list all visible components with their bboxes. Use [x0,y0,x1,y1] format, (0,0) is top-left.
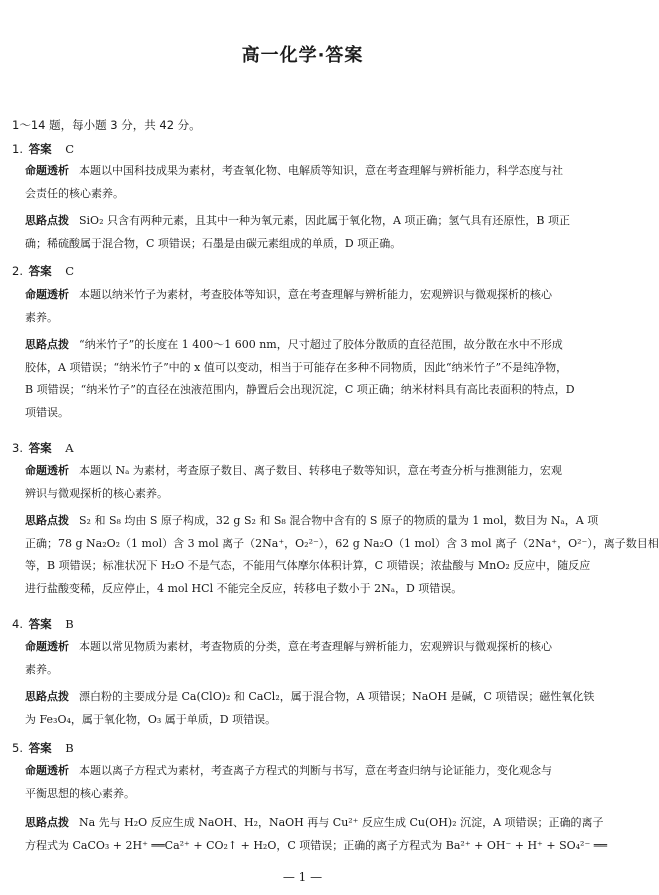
hint-text: 等，B 项错误；标准状况下 H₂O 不是气态，不能用气体摩尔体积计算，C 项错误；浓盐酸与 MnO₂ 反应中，随反应 [25,559,591,572]
question-number: 3. [12,441,23,455]
question-5-header [12,740,74,756]
intent-text: 素养。 [25,310,58,324]
answer-value: C [65,142,75,156]
hint-text: SiO₂ 只含有两种元素，且其中一种为氧元素，因此属于氧化物，A 项正确；氢气具有还原性，B 项正 [79,214,570,227]
hint-text: 进行盐酸变稀，反应停止，4 mol HCl 不能完全反应，转移电子数小于 2Nₐ，D 项错误。 [25,581,463,595]
question-5-intent [25,760,593,805]
question-1-intent [25,160,593,205]
question-number: 4. [12,617,23,631]
question-number: 5. [12,741,23,755]
question-1-header [12,141,74,157]
hint-text: S₂ 和 S₈ 均由 S 原子构成，32 g S₂ 和 S₈ 混合物中含有的 S 原子的物质的量为 1 mol，数目为 Nₐ，A 项 [79,514,599,527]
intent-label: 命题透析 [25,764,69,777]
question-5-hint [25,812,607,857]
page-number: — 1 — [282,870,323,884]
intent-text: 会责任的核心素养。 [25,186,124,200]
hint-text: 正确；78 g Na₂O₂（1 mol）含 3 mol 离子（2Na⁺，O₂²⁻），62 g Na₂O（1 mol）含 3 mol 离子（2Na⁺，O²⁻），离子数目相 [25,536,659,550]
answer-value: C [65,264,75,278]
question-3-header [12,440,74,456]
hint-label: 思路点拨 [25,338,69,351]
hint-text: 漂白粉的主要成分是 Ca(ClO)₂ 和 CaCl₂，属于混合物，A 项错误；NaOH 是碱，C 项错误；磁性氧化铁 [79,690,595,703]
hint-label: 思路点拨 [25,816,69,829]
answer-value: B [65,617,74,631]
question-3-intent [25,460,593,505]
section-intro: 1～14 题，每小题 3 分，共 42 分。 [12,118,201,132]
hint-label: 思路点拨 [25,690,69,703]
question-number: 1. [12,142,23,156]
intent-text: 本题以纳米竹子为素材，考查胶体等知识，意在考查理解与辨析能力，宏观辨识与微观探析的核心 [79,288,552,301]
answer-label: 答案 [28,441,52,455]
question-2-hint [25,334,593,424]
question-3-hint [25,510,659,600]
hint-text: 确；稀硫酸属于混合物，C 项错误；石墨是由碳元素组成的单质，D 项正确。 [25,236,402,250]
intent-label: 命题透析 [25,288,69,301]
hint-label: 思路点拨 [25,514,69,527]
answer-value: B [65,741,74,755]
question-number: 2. [12,264,23,278]
answer-label: 答案 [28,741,52,755]
page-title: 高一化学·答案 [241,45,364,66]
question-4-header [12,616,74,632]
intent-text: 素养。 [25,662,58,676]
answer-label: 答案 [28,264,52,278]
intent-label: 命题透析 [25,464,69,477]
hint-text: “纳米竹子”的长度在 1 400～1 600 nm，尺寸超过了胶体分散质的直径范围，故分散在水中不形成 [79,338,563,351]
question-1-hint [25,210,593,255]
question-2-intent [25,284,593,329]
hint-text: 胶体，A 项错误；“纳米竹子”中的 x 值可以变动，相当于可能存在多种不同物质，因此“纳米竹子”不是纯净物， [25,360,568,374]
question-4-hint [25,686,593,731]
intent-text: 本题以中国科技成果为素材，考查氧化物、电解质等知识，意在考查理解与辨析能力，科学态度与社 [79,164,563,177]
intent-text: 辨识与微观探析的核心素养。 [25,486,168,500]
question-2-header [12,263,74,279]
intent-text: 本题以 Nₐ 为素材，考查原子数目、离子数目、转移电子数等知识，意在考查分析与推测能力，宏观 [79,464,562,477]
hint-text: 项错误。 [25,405,69,419]
hint-text: B 项错误；“纳米竹子”的直径在浊液范围内，静置后会出现沉淀，C 项正确；纳米材料具有高比表面积的特点，D [25,383,575,396]
answer-label: 答案 [28,617,52,631]
hint-label: 思路点拨 [25,214,69,227]
intent-text: 平衡思想的核心素养。 [25,786,135,800]
intent-text: 本题以常见物质为素材，考查物质的分类，意在考查理解与辨析能力，宏观辨识与微观探析的核心 [79,640,552,653]
intent-text: 本题以离子方程式为素材，考查离子方程式的判断与书写，意在考查归纳与论证能力，变化观念与 [79,764,552,777]
answer-value: A [65,441,74,455]
hint-text: Na 先与 H₂O 反应生成 NaOH、H₂，NaOH 再与 Cu²⁺ 反应生成 Cu(OH)₂ 沉淀，A 项错误；正确的离子 [79,816,604,829]
question-4-intent [25,636,593,681]
intent-label: 命题透析 [25,640,69,653]
hint-text: 方程式为 CaCO₃ + 2H⁺ ══Ca²⁺ + CO₂↑ + H₂O，C 项错误；正确的离子方程式为 Ba²⁺ + OH⁻ + H⁺ + SO₄²⁻ ══ [25,838,607,852]
intent-label: 命题透析 [25,164,69,177]
answer-label: 答案 [28,142,52,156]
hint-text: 为 Fe₃O₄，属于氧化物，O₃ 属于单质，D 项错误。 [25,712,277,726]
